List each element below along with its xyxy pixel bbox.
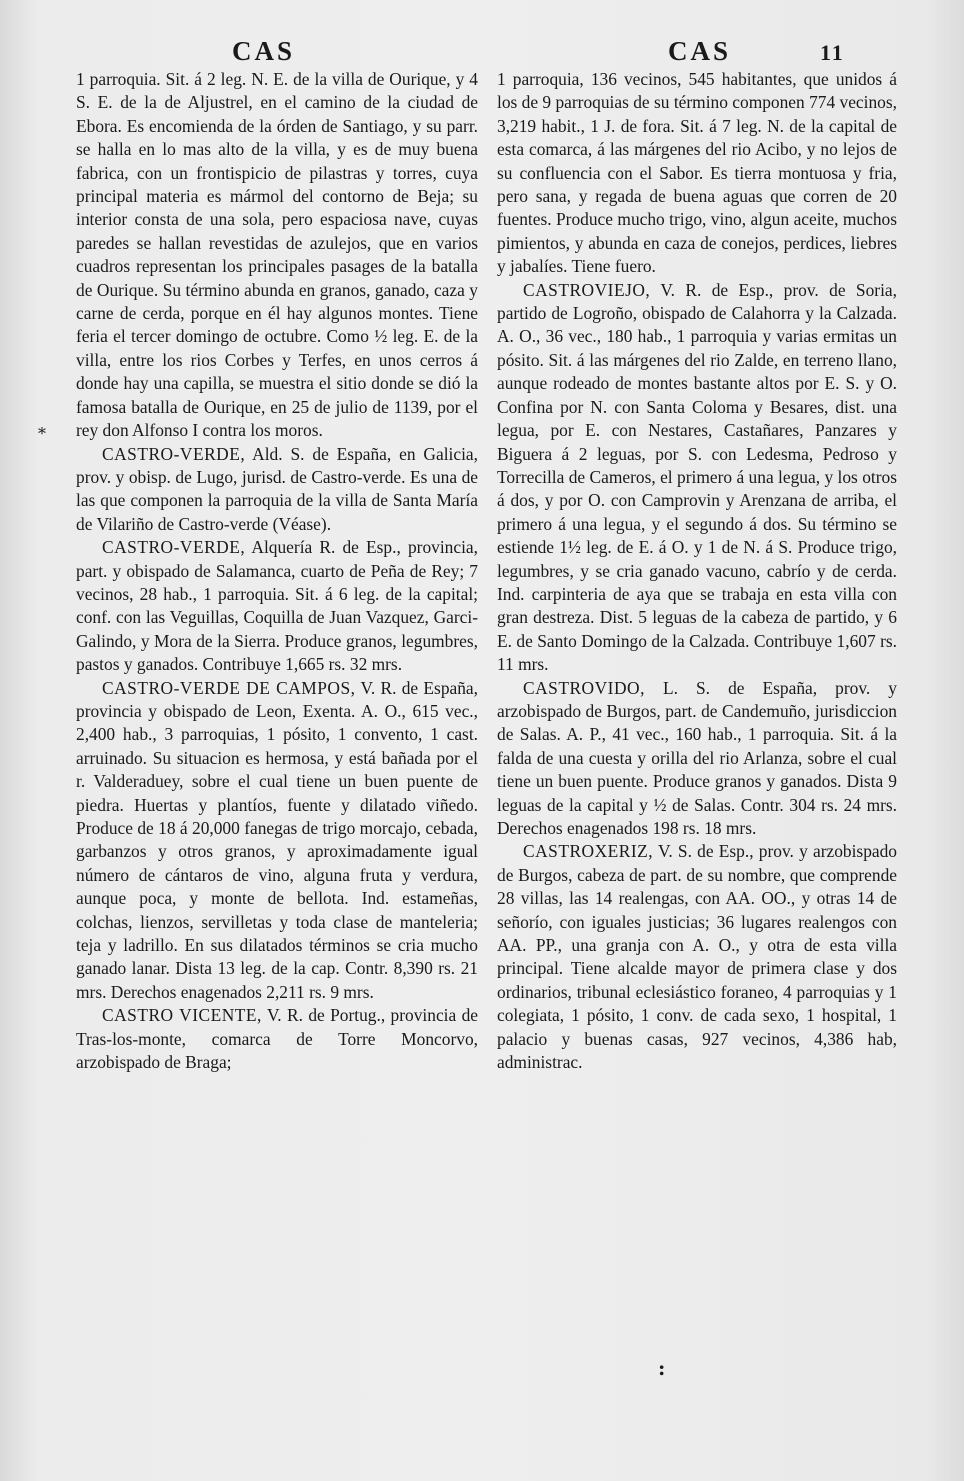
bottom-colon-mark: : [658,1356,666,1380]
right-column [497,68,897,1074]
entry-text: Ald. S. de España, en Galicia, prov. y obisp. de Lugo, jurisd. de Castro-verde. Es una de las que componen la parroquia de la villa de Santa María de Vilariño de Castro-verde (Véase). [76,443,478,534]
margin-asterisk: * [38,424,46,443]
entry-castrovido [497,677,897,841]
running-head-right: CAS [668,36,732,66]
entry-text: Alquería R. de Esp., provincia, part. y obispado de Salamanca, cuarto de Peña de Rey; 7 vecinos, 28 hab., 1 parroquia. Sit. á 6 leg. de la capital; conf. con las Veguillas, Coquilla de Juan Vazquez, Garci-Galindo, y Mora de la Sierra. Produce granos, legumbres, pastos y ganados. Contribuye 1,665 rs. 32 mrs. [76,537,478,675]
continued-entry-text: 1 parroquia. Sit. á 2 leg. N. E. de la villa de Ourique, y 4 S. E. de la de Aljustrel, en el camino de la ciudad de Ebora. Es encomienda de la órden de Santiago, y su parr. se halla en lo mas alto de la villa, y es de muy buena fabrica, con un frontispicio de pilastras y torres, cuya principal materia es mármol del contorno de Beja; su interior consta de una sola, pero espaciosa nave, cuyas paredes se hallan revestidas de azulejos, que en varios cuadros representan los principales pasages de la batalla de Ourique. Su término abunda en granos, ganado, caza y carne de cerda, porque en él hay algunos montes. Tiene feria el tercer domingo de octubre. Como ½ leg. E. de la villa, entre los rios Corbes y Terfes, en unos cerros á donde hay una capilla, se muestra el sitio donde se dió la famosa batalla de Ourique, en 25 de julio de 1139, por el rey don Alfonso I contra los moros. [76,69,478,441]
entry-title: CASTROXERIZ, [523,841,654,862]
entry-title: CASTRO-VERDE, [102,537,246,558]
entry-text: L. S. de España, prov. y arzobispado de Burgos, part. de Candemuño, jurisdiccion de Salas. A. P., 41 vec., 160 hab., 1 parroquia. Sit. á la falda de una cuesta y orilla del rio Arlanza, sobre el cual tiene un buen puente. Produce granos y ganados. Dista 9 leguas de la capital y ½ de Salas. Contr. 304 rs. 24 mrs. Derechos enagenados 198 rs. 18 mrs. [497,677,897,838]
entry-castro-verde-salamanca [76,536,478,676]
entry-title: CASTRO-VERDE DE CAMPOS, [102,677,356,698]
entry-castro-vicente [76,1004,478,1074]
entry-castro-verde-galicia [76,443,478,537]
entry-title: CASTRO VICENTE, [102,1005,262,1026]
entry-text: V. R. de Portug., provincia de Tras-los-monte, comarca de Torre Moncorvo, arzobispado de Braga; [76,1005,479,1073]
entry-text: V. R. de España, provincia y obispado de Leon, Exenta. A. O., 615 vec., 2,400 hab., 3 parroquias, 1 pósito, 1 convento, 1 cast. arruinado. Su situacion es hermosa, y está bañada por el r. Valderaduey, sobre el cual tiene un buen puente de piedra. Huertas y plantíos, fuente y dilatado viñedo. Produce de 18 á 20,000 fanegas de trigo morcajo, cebada, garbanzos y otros granos, y aproximadamente igual número de cántaros de vino, alguna fruta y verdura, aunque poca, y monte de bellota. Ind. estameñas, colchas, lienzos, servilletas y toda clase de manteleria; teja y ladrillo. En sus dilatados términos se cria mucho ganado lanar. Dista 13 leg. de la cap. Contr. 8,390 rs. 21 mrs. Derechos enagenados 2,211 rs. 9 mrs. [76,677,479,1002]
entry-text: V. S. de Esp., prov. y arzobispado de Burgos, cabeza de part. de su nombre, que comprende 28 villas, las 14 realengas, con AA. OO., y otras 14 de señorío, con iguales justicias; 36 lugares realengos con AA. PP., una granja con A. O., y otra de esta villa principal. Tiene alcalde mayor de primera clase y dos ordinarios, tribunal eclesiástico foraneo, 4 parroquias y 1 colegiata, 1 pósito, 1 conv. de cada sexo, 1 hospital, 1 palacio y buenas casas, 927 vecinos, 4,386 hab, administrac. [497,841,897,1073]
page-number: 11 [820,40,845,65]
entry-title: CASTROVIEJO, [523,279,651,300]
entry-title: CASTRO-VERDE, [102,443,246,464]
entry-title: CASTROVIDO, [523,677,645,698]
entry-text: V. R. de Esp., prov. de Soria, partido de Logroño, obispado de Calahorra y la Calzada. A. O., 36 vec., 180 hab., 1 parroquia y varias ermitas un pósito. Sit. á las márgenes del rio Zalde, en terreno llano, aunque rodeado de montes bastante altos por E. S. y O. Confina por N. con Santa Coloma y Besares, dist. una legua, por E. con Nestares, Castañares, Panzares y Biguera á 2 leguas, por S. con Ledesma, Pedroso y Torrecilla de Cameros, el primero á una legua, y los otros á dos, y por O. con Camprovin y Arenzana de arriba, el primero á una legua, y el segundo á dos. Su término se estiende 1½ leg. de E. á O. y 1 de N. á S. Produce trigo, legumbres, y se cria ganado vacuno, cabrío y de cerda. Ind. carpinteria de aya que se trabaja en esta villa con gran destreza. Dist. 5 leguas de la cabeza de partido, y 6 E. de Santo Domingo de la Calzada. Contribuye 1,607 rs. 11 mrs. [497,279,897,675]
left-column [76,68,478,1074]
continued-entry-text: 1 parroquia, 136 vecinos, 545 habitantes, que unidos á los de 9 parroquias de su término componen 774 vecinos, 3,219 habit., 1 J. de fora. Sit. á 7 leg. N. de la capital de esta comarca, á las márgenes del rio Acibo, y no lejos de su confluencia con el Sabor. Es tierra montuosa y fria, pero sana, y regada de buena aguas que corren de 20 fuentes. Produce mucho trigo, vino, algun aceite, muchos pimientos, y abunda en caza de conejos, perdices, liebres y jabalíes. Tiene fuero. [497,69,897,277]
entry-castroviejo [497,279,897,677]
entry-castro-verde-de-campos [76,677,478,1005]
running-head-left: CAS [232,36,296,66]
entry-castroxeriz [497,840,897,1074]
